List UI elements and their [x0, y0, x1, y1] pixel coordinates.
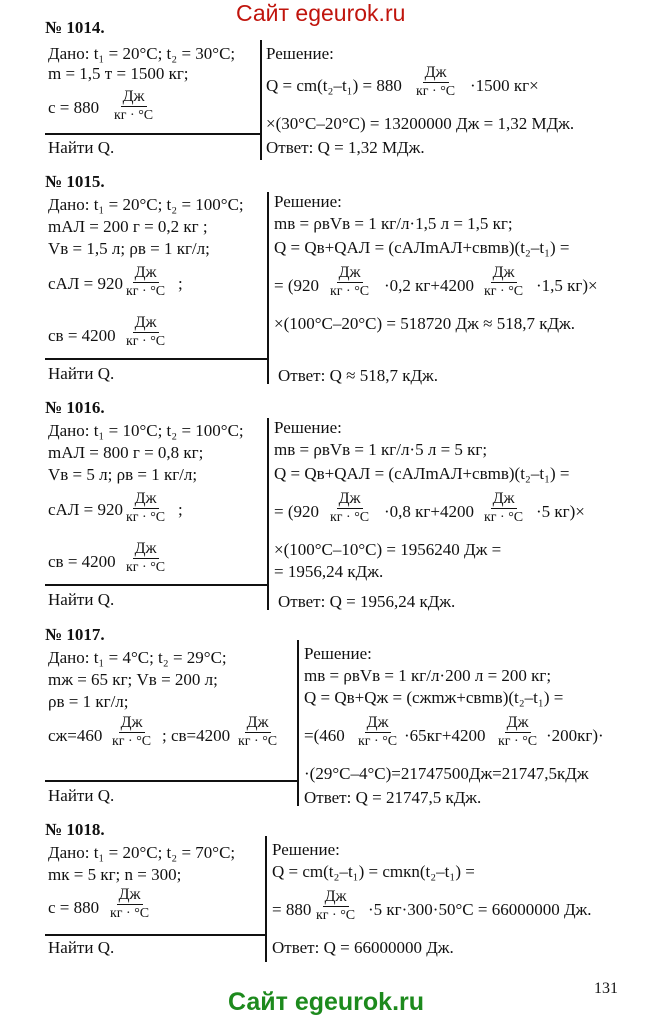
- unit-fraction: [356, 714, 399, 751]
- solution-label: Решение:: [304, 644, 372, 663]
- fraction-den: кг · °С: [110, 906, 150, 921]
- given-line-3: ρв = 1 кг/л;: [48, 692, 129, 711]
- find-label: Найти Q.: [48, 786, 115, 805]
- fraction-num: Дж: [338, 490, 361, 507]
- solution-line-3b: ·0,8 кг+4200: [384, 502, 474, 521]
- given-line-4b: ; cв=4200: [162, 726, 231, 745]
- problem-number-1017: № 1017.: [45, 625, 105, 644]
- fraction-den: кг · °С: [330, 510, 370, 525]
- given-line-5: cв = 4200: [48, 326, 116, 345]
- solution-line-3c: ·5 кг)×: [536, 502, 585, 521]
- fraction-den: кг · °С: [484, 510, 524, 525]
- divider: [267, 418, 269, 610]
- given-line-4b: ;: [178, 274, 183, 293]
- answer: Ответ: Q = 1,32 МДж.: [266, 138, 425, 157]
- fraction-den: кг · °С: [112, 734, 152, 749]
- fraction-den: кг · °С: [126, 510, 166, 525]
- unit-fraction: [328, 490, 371, 527]
- fraction-den: кг · °С: [316, 908, 356, 923]
- fraction-num: Дж: [246, 714, 269, 731]
- given-line-4b: ;: [178, 500, 183, 519]
- divider: [45, 133, 260, 135]
- given-line-4: cж=460: [48, 726, 103, 745]
- answer: Ответ: Q ≈ 518,7 кДж.: [278, 366, 439, 385]
- divider: [45, 358, 267, 360]
- fraction-num: Дж: [492, 490, 515, 507]
- solution-label: Решение:: [272, 840, 340, 859]
- unit-fraction: [328, 264, 371, 301]
- unit-fraction: [124, 490, 167, 527]
- unit-fraction: [496, 714, 539, 751]
- find-label: Найти Q.: [48, 938, 115, 957]
- divider: [45, 584, 267, 586]
- fraction-den: кг · °С: [358, 734, 398, 749]
- unit-fraction: [314, 888, 357, 925]
- fraction-num: Дж: [338, 264, 361, 281]
- problem-number-1014: № 1014.: [45, 18, 105, 37]
- divider: [267, 192, 269, 384]
- solution-line-2b: ·5 кг·300·50°C = 66000000 Дж.: [368, 900, 592, 919]
- unit-fraction: [124, 264, 167, 301]
- solution-line-2: ×(30°C–20°C) = 13200000 Дж = 1,32 МДж.: [266, 114, 575, 133]
- fraction-num: Дж: [366, 714, 389, 731]
- solution-line-3a: = (920: [274, 276, 319, 295]
- fraction-den: кг · °С: [498, 734, 538, 749]
- solution-line-4: ·(29°C–4°C)=21747500Дж=21747,5кДж: [304, 764, 589, 783]
- given-line-2: m = 1,5 т = 1500 кг;: [48, 64, 189, 83]
- given-line-2: mж = 65 кг; Vв = 200 л;: [48, 670, 218, 689]
- given-line-5: cв = 4200: [48, 552, 116, 571]
- solution-line-2: Q = Qв+QАЛ = (cАЛmАЛ+cвmв)(t₂–t₁) =: [274, 238, 570, 257]
- watermark-bottom: Сайт egeurok.ru: [228, 988, 425, 1016]
- solution-line-1: mв = ρвVв = 1 кг/л·1,5 л = 1,5 кг;: [274, 214, 513, 233]
- unit-fraction: [124, 540, 167, 577]
- unit-fraction: [110, 714, 153, 751]
- fraction-den: кг · °С: [416, 84, 456, 99]
- given-line-3: c = 880: [48, 898, 100, 917]
- divider: [45, 934, 265, 936]
- unit-fraction: [112, 88, 155, 125]
- fraction-den: кг · °С: [114, 108, 154, 123]
- solution-label: Решение:: [274, 192, 342, 211]
- given-line-2: mАЛ = 200 г = 0,2 кг ;: [48, 217, 208, 236]
- given-line-1: Дано: t₁ = 20°C; t₂ = 100°C;: [48, 195, 244, 214]
- solution-line-1: Q = cm(t₂–t₁) = cmкn(t₂–t₁) =: [272, 862, 475, 881]
- page-number: 131: [594, 980, 618, 997]
- solution-line-3c: ·1,5 кг)×: [536, 276, 598, 295]
- fraction-num: Дж: [324, 888, 347, 905]
- answer: Ответ: Q = 21747,5 кДж.: [304, 788, 482, 807]
- fraction-num: Дж: [492, 264, 515, 281]
- solution-line-1: mв = ρвVв = 1 кг/л·200 л = 200 кг;: [304, 666, 552, 685]
- solution-line-1: mв = ρвVв = 1 кг/л·5 л = 5 кг;: [274, 440, 488, 459]
- given-line-1: Дано: t₁ = 20°C; t₂ = 30°C;: [48, 44, 236, 63]
- solution-line-2: Q = Qв+Qж = (cжmж+cвmв)(t₂–t₁) =: [304, 688, 564, 707]
- solution-line-3a: =(460: [304, 726, 345, 745]
- solution-label: Решение:: [266, 44, 334, 63]
- given-line-3: c = 880: [48, 98, 100, 117]
- solution-line-4: ×(100°C–20°C) = 518720 Дж ≈ 518,7 кДж.: [274, 314, 576, 333]
- solution-line-3b: ·65кг+4200: [404, 726, 486, 745]
- solution-line-3a: = (920: [274, 502, 319, 521]
- answer: Ответ: Q = 1956,24 кДж.: [278, 592, 456, 611]
- given-line-3: Vв = 5 л; ρв = 1 кг/л;: [48, 465, 198, 484]
- find-label: Найти Q.: [48, 364, 115, 383]
- solution-line-5: = 1956,24 кДж.: [274, 562, 384, 581]
- fraction-num: Дж: [506, 714, 529, 731]
- solution-label: Решение:: [274, 418, 342, 437]
- fraction-num: Дж: [424, 64, 447, 81]
- fraction-den: кг · °С: [238, 734, 278, 749]
- fraction-num: Дж: [134, 314, 157, 331]
- given-line-3: Vв = 1,5 л; ρв = 1 кг/л;: [48, 239, 210, 258]
- solution-line-3b: ·0,2 кг+4200: [384, 276, 474, 295]
- given-line-2: mк = 5 кг; n = 300;: [48, 865, 182, 884]
- unit-fraction: [414, 64, 457, 101]
- divider: [265, 836, 267, 962]
- solution-line-3c: ·200кг)·: [546, 726, 604, 745]
- fraction-den: кг · °С: [330, 284, 370, 299]
- given-line-1: Дано: t₁ = 20°C; t₂ = 70°C;: [48, 843, 236, 862]
- solution-line-4: ×(100°C–10°C) = 1956240 Дж =: [274, 540, 502, 559]
- unit-fraction: [108, 886, 151, 923]
- problem-number-1018: № 1018.: [45, 820, 105, 839]
- fraction-num: Дж: [134, 540, 157, 557]
- fraction-den: кг · °С: [484, 284, 524, 299]
- fraction-den: кг · °С: [126, 560, 166, 575]
- unit-fraction: [482, 490, 525, 527]
- watermark-top: Сайт egeurok.ru: [236, 0, 406, 26]
- unit-fraction: [482, 264, 525, 301]
- fraction-num: Дж: [120, 714, 143, 731]
- divider: [297, 640, 299, 806]
- given-line-2: mАЛ = 800 г = 0,8 кг;: [48, 443, 204, 462]
- given-line-1: Дано: t₁ = 10°C; t₂ = 100°C;: [48, 421, 244, 440]
- divider: [45, 780, 297, 782]
- fraction-den: кг · °С: [126, 334, 166, 349]
- unit-fraction: [124, 314, 167, 351]
- fraction-num: Дж: [118, 886, 141, 903]
- fraction-num: Дж: [122, 88, 145, 105]
- find-label: Найти Q.: [48, 590, 115, 609]
- answer: Ответ: Q = 66000000 Дж.: [272, 938, 454, 957]
- find-label: Найти Q.: [48, 138, 115, 157]
- fraction-den: кг · °С: [126, 284, 166, 299]
- solution-line-2: Q = Qв+QАЛ = (cАЛmАЛ+cвmв)(t₂–t₁) =: [274, 464, 570, 483]
- fraction-num: Дж: [134, 264, 157, 281]
- solution-line-1b: ·1500 кг×: [470, 76, 539, 95]
- fraction-num: Дж: [134, 490, 157, 507]
- given-line-4: cАЛ = 920: [48, 274, 123, 293]
- given-line-1: Дано: t₁ = 4°C; t₂ = 29°C;: [48, 648, 227, 667]
- solution-line-2a: = 880: [272, 900, 312, 919]
- divider: [260, 40, 262, 160]
- problem-number-1016: № 1016.: [45, 398, 105, 417]
- unit-fraction: [236, 714, 279, 751]
- problem-number-1015: № 1015.: [45, 172, 105, 191]
- given-line-4: cАЛ = 920: [48, 500, 123, 519]
- solution-line-1: Q = cm(t₂–t₁) = 880: [266, 76, 402, 95]
